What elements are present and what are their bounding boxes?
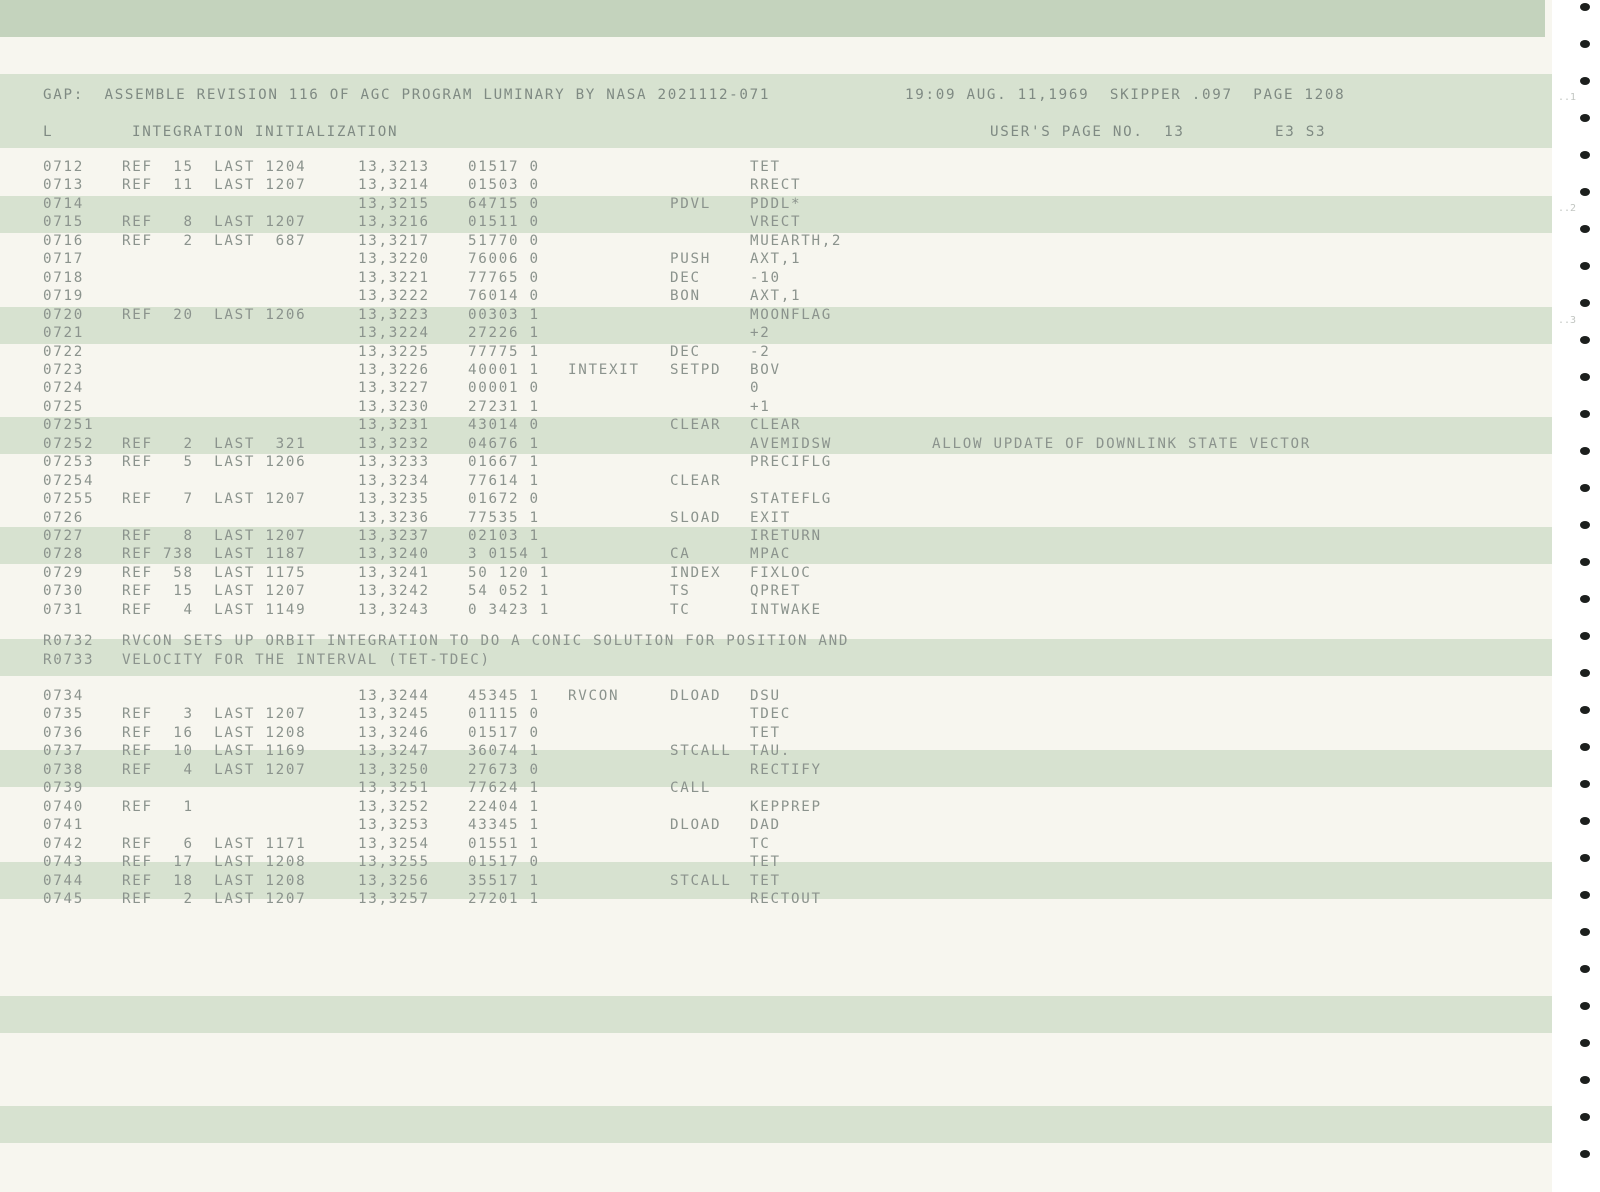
line-ref: REF 58 LAST 1175: [122, 564, 307, 581]
listing-line: [0, 195, 1552, 213]
line-seq: 0740: [43, 798, 84, 815]
listing-line: [0, 416, 1552, 434]
tractor-hole: [1580, 336, 1590, 344]
line-seq: 0741: [43, 817, 84, 834]
listing-line: [0, 453, 1552, 471]
line-seq: 0720: [43, 306, 84, 323]
line-address: 13,3223: [358, 306, 430, 323]
line-ref: REF 2 LAST 321: [122, 435, 307, 452]
line-address: 13,3236: [358, 509, 430, 526]
line-octal-word: 01517 0: [468, 854, 540, 871]
line-address: 13,3233: [358, 454, 430, 471]
tractor-hole: [1580, 780, 1590, 788]
line-seq: 0736: [43, 724, 84, 741]
listing-subheader: [0, 123, 1552, 141]
margin-mark: ..3: [1558, 315, 1577, 326]
tractor-hole: [1580, 225, 1590, 233]
line-octal-word: 01517 0: [468, 724, 540, 741]
line-address: 13,3244: [358, 688, 430, 704]
line-ref: REF 1: [122, 798, 194, 815]
line-octal-word: 45345 1: [468, 688, 540, 704]
line-seq: 0729: [43, 564, 84, 581]
listing-line: [0, 564, 1552, 582]
line-operand: +2: [750, 325, 771, 342]
line-comment: ALLOW UPDATE OF DOWNLINK STATE VECTOR: [932, 435, 1311, 452]
line-opcode: DEC: [670, 343, 701, 360]
line-seq: 07251: [43, 417, 95, 434]
line-ref: REF 8 LAST 1207: [122, 528, 307, 544]
listing-line: [0, 379, 1552, 397]
remark-text: RVCON SETS UP ORBIT INTEGRATION TO DO A CONIC SOLUTION FOR POSITION AND: [122, 633, 850, 649]
log-marker: L: [43, 124, 54, 140]
listing-line: [0, 343, 1552, 361]
line-operand: -10: [750, 269, 781, 286]
line-octal-word: 01115 0: [468, 706, 540, 723]
line-address: 13,3247: [358, 743, 430, 760]
tractor-hole: [1580, 632, 1590, 640]
line-ref: REF 738 LAST 1187: [122, 546, 307, 563]
line-address: 13,3214: [358, 177, 430, 194]
listing-line: [0, 176, 1552, 194]
line-ref: REF 15 LAST 1207: [122, 583, 307, 600]
tractor-hole: [1580, 262, 1590, 270]
line-operand: +1: [750, 398, 771, 415]
line-seq: 0744: [43, 872, 84, 889]
line-ref: REF 6 LAST 1171: [122, 835, 307, 852]
line-ref: REF 10 LAST 1169: [122, 743, 307, 760]
line-opcode: SLOAD: [670, 509, 722, 526]
tractor-hole: [1580, 373, 1590, 381]
tractor-hole: [1580, 447, 1590, 455]
sheet-code: E3 S3: [1275, 124, 1327, 140]
line-operand: TDEC: [750, 706, 791, 723]
line-operand: VRECT: [750, 214, 802, 231]
line-seq: 07252: [43, 435, 95, 452]
remark-line: [0, 651, 1552, 669]
line-seq: 0731: [43, 601, 84, 618]
tractor-feed-edge: [1552, 0, 1600, 1192]
line-address: 13,3231: [358, 417, 430, 434]
listing-line: [0, 306, 1552, 324]
line-address: 13,3246: [358, 724, 430, 741]
listing-line: [0, 435, 1552, 453]
listing-line: [0, 798, 1552, 816]
line-opcode: SETPD: [670, 361, 722, 378]
line-address: 13,3250: [358, 761, 430, 778]
line-seq: 0719: [43, 288, 84, 305]
line-octal-word: 00001 0: [468, 380, 540, 397]
listing-line: [0, 490, 1552, 508]
line-address: 13,3235: [358, 491, 430, 508]
line-octal-word: 77614 1: [468, 472, 540, 489]
line-octal-word: 50 120 1: [468, 564, 550, 581]
line-octal-word: 27226 1: [468, 325, 540, 342]
line-operand: FIXLOC: [750, 564, 812, 581]
line-seq: 0726: [43, 509, 84, 526]
line-ref: REF 4 LAST 1149: [122, 601, 307, 618]
listing-line: [0, 761, 1552, 779]
assembly-info: GAP: ASSEMBLE REVISION 116 OF AGC PROGRAM LUMINARY BY NASA 2021112-071: [43, 87, 771, 103]
line-operand: TET: [750, 872, 781, 889]
listing-line: [0, 527, 1552, 545]
line-operand: INTWAKE: [750, 601, 822, 618]
line-address: 13,3240: [358, 546, 430, 563]
line-address: 13,3224: [358, 325, 430, 342]
line-ref: REF 8 LAST 1207: [122, 214, 307, 231]
tractor-hole: [1580, 40, 1590, 48]
line-operand: BOV: [750, 361, 781, 378]
line-address: 13,3257: [358, 890, 430, 907]
line-ref: REF 2 LAST 687: [122, 232, 307, 249]
line-address: 13,3237: [358, 528, 430, 544]
tractor-hole: [1580, 410, 1590, 418]
section-title: INTEGRATION INITIALIZATION: [132, 124, 399, 140]
line-octal-word: 01503 0: [468, 177, 540, 194]
line-octal-word: 76006 0: [468, 251, 540, 268]
line-octal-word: 43345 1: [468, 817, 540, 834]
line-address: 13,3251: [358, 780, 430, 797]
line-address: 13,3221: [358, 269, 430, 286]
line-address: 13,3227: [358, 380, 430, 397]
tractor-hole: [1580, 188, 1590, 196]
line-ref: REF 5 LAST 1206: [122, 454, 307, 471]
line-seq: 0742: [43, 835, 84, 852]
line-operand: 0: [750, 380, 761, 397]
line-operand: KEPPREP: [750, 798, 822, 815]
line-operand: DSU: [750, 688, 781, 704]
remark-seq: R0732: [43, 633, 95, 649]
line-operand: CLEAR: [750, 417, 802, 434]
line-ref: REF 7 LAST 1207: [122, 491, 307, 508]
line-octal-word: 01667 1: [468, 454, 540, 471]
line-octal-word: 43014 0: [468, 417, 540, 434]
line-address: 13,3245: [358, 706, 430, 723]
line-seq: 07253: [43, 454, 95, 471]
line-octal-word: 54 052 1: [468, 583, 550, 600]
line-octal-word: 00303 1: [468, 306, 540, 323]
line-octal-word: 22404 1: [468, 798, 540, 815]
line-opcode: CLEAR: [670, 417, 722, 434]
line-address: 13,3220: [358, 251, 430, 268]
line-operand: RRECT: [750, 177, 802, 194]
line-operand: AVEMIDSW: [750, 435, 832, 452]
line-operand: DAD: [750, 817, 781, 834]
margin-mark: ..1: [1558, 92, 1577, 103]
line-opcode: TC: [670, 601, 691, 618]
line-seq: 0745: [43, 890, 84, 907]
line-seq: 0743: [43, 854, 84, 871]
line-address: 13,3241: [358, 564, 430, 581]
line-operand: IRETURN: [750, 528, 822, 544]
line-octal-word: 02103 1: [468, 528, 540, 544]
line-operand: MOONFLAG: [750, 306, 832, 323]
listing-line: [0, 835, 1552, 853]
tractor-hole: [1580, 706, 1590, 714]
line-opcode: STCALL: [670, 872, 732, 889]
tractor-hole: [1580, 558, 1590, 566]
line-operand: RECTOUT: [750, 890, 822, 907]
line-octal-word: 77624 1: [468, 780, 540, 797]
line-seq: 07255: [43, 491, 95, 508]
tractor-hole: [1580, 1113, 1590, 1121]
line-octal-word: 76014 0: [468, 288, 540, 305]
listing-line: [0, 250, 1552, 268]
line-address: 13,3232: [358, 435, 430, 452]
line-seq: 0737: [43, 743, 84, 760]
line-address: 13,3225: [358, 343, 430, 360]
line-opcode: STCALL: [670, 743, 732, 760]
line-ref: REF 20 LAST 1206: [122, 306, 307, 323]
line-label: INTEXIT: [568, 361, 640, 378]
listing-line: [0, 158, 1552, 176]
line-address: 13,3222: [358, 288, 430, 305]
line-ref: REF 15 LAST 1204: [122, 159, 307, 175]
line-octal-word: 77765 0: [468, 269, 540, 286]
line-ref: REF 16 LAST 1208: [122, 724, 307, 741]
tractor-hole: [1580, 1076, 1590, 1084]
line-seq: 0728: [43, 546, 84, 563]
line-octal-word: 0 3423 1: [468, 601, 550, 618]
listing-line: [0, 509, 1552, 527]
remark-text: VELOCITY FOR THE INTERVAL (TET-TDEC): [122, 652, 491, 668]
line-operand: TET: [750, 159, 781, 175]
tractor-hole: [1580, 928, 1590, 936]
line-octal-word: 51770 0: [468, 232, 540, 249]
line-opcode: CA: [670, 546, 691, 563]
line-ref: REF 11 LAST 1207: [122, 177, 307, 194]
line-operand: RECTIFY: [750, 761, 822, 778]
tractor-hole: [1580, 891, 1590, 899]
line-opcode: TS: [670, 583, 691, 600]
line-octal-word: 01517 0: [468, 159, 540, 175]
line-seq: 0723: [43, 361, 84, 378]
line-label: RVCON: [568, 688, 620, 704]
line-seq: 0717: [43, 251, 84, 268]
line-seq: 0727: [43, 528, 84, 544]
line-seq: 0712: [43, 159, 84, 175]
line-opcode: CALL: [670, 780, 711, 797]
line-octal-word: 01672 0: [468, 491, 540, 508]
line-address: 13,3213: [358, 159, 430, 175]
line-seq: 0715: [43, 214, 84, 231]
line-octal-word: 77535 1: [468, 509, 540, 526]
line-address: 13,3253: [358, 817, 430, 834]
tractor-hole: [1580, 299, 1590, 307]
line-ref: REF 3 LAST 1207: [122, 706, 307, 723]
remark-line: [0, 632, 1552, 650]
listing-line: [0, 361, 1552, 379]
line-octal-word: 40001 1: [468, 361, 540, 378]
line-operand: PRECIFLG: [750, 454, 832, 471]
tractor-hole: [1580, 114, 1590, 122]
tractor-hole: [1580, 151, 1590, 159]
line-seq: 0734: [43, 688, 84, 704]
line-seq: 0716: [43, 232, 84, 249]
tractor-hole: [1580, 484, 1590, 492]
listing-line: [0, 398, 1552, 416]
line-opcode: DLOAD: [670, 688, 722, 704]
line-opcode: DEC: [670, 269, 701, 286]
line-address: 13,3230: [358, 398, 430, 415]
margin-mark: ..2: [1558, 203, 1577, 214]
line-octal-word: 36074 1: [468, 743, 540, 760]
tractor-hole: [1580, 965, 1590, 973]
line-address: 13,3215: [358, 195, 430, 212]
line-seq: 0713: [43, 177, 84, 194]
line-seq: 0725: [43, 398, 84, 415]
tractor-hole: [1580, 743, 1590, 751]
tractor-hole: [1580, 669, 1590, 677]
listing-line: [0, 545, 1552, 563]
line-seq: 0721: [43, 325, 84, 342]
line-octal-word: 3 0154 1: [468, 546, 550, 563]
listing-line: [0, 816, 1552, 834]
line-seq: 0724: [43, 380, 84, 397]
line-octal-word: 01511 0: [468, 214, 540, 231]
tractor-hole: [1580, 1039, 1590, 1047]
line-seq: 0722: [43, 343, 84, 360]
line-operand: TC: [750, 835, 771, 852]
line-octal-word: 35517 1: [468, 872, 540, 889]
line-operand: QPRET: [750, 583, 802, 600]
line-octal-word: 27673 0: [468, 761, 540, 778]
line-operand: TAU.: [750, 743, 791, 760]
line-seq: 0718: [43, 269, 84, 286]
tractor-hole: [1580, 3, 1590, 11]
listing-line: [0, 287, 1552, 305]
line-address: 13,3217: [358, 232, 430, 249]
line-ref: REF 4 LAST 1207: [122, 761, 307, 778]
line-operand: -2: [750, 343, 771, 360]
line-opcode: PDVL: [670, 195, 711, 212]
line-opcode: CLEAR: [670, 472, 722, 489]
line-operand: TET: [750, 854, 781, 871]
line-operand: MPAC: [750, 546, 791, 563]
line-seq: 0738: [43, 761, 84, 778]
listing-line: [0, 853, 1552, 871]
listing-line: [0, 724, 1552, 742]
line-octal-word: 04676 1: [468, 435, 540, 452]
run-info: 19:09 AUG. 11,1969 SKIPPER .097 PAGE 1208: [905, 87, 1346, 103]
tractor-hole: [1580, 595, 1590, 603]
tractor-hole: [1580, 817, 1590, 825]
listing-line: [0, 705, 1552, 723]
tractor-hole: [1580, 1150, 1590, 1158]
line-address: 13,3242: [358, 583, 430, 600]
tractor-hole: [1580, 854, 1590, 862]
line-address: 13,3243: [358, 601, 430, 618]
line-octal-word: 77775 1: [468, 343, 540, 360]
line-octal-word: 01551 1: [468, 835, 540, 852]
line-ref: REF 18 LAST 1208: [122, 872, 307, 889]
line-operand: EXIT: [750, 509, 791, 526]
listing-line: [0, 779, 1552, 797]
line-operand: MUEARTH,2: [750, 232, 843, 249]
line-address: 13,3255: [358, 854, 430, 871]
line-operand: STATEFLG: [750, 491, 832, 508]
line-ref: REF 2 LAST 1207: [122, 890, 307, 907]
line-seq: 0730: [43, 583, 84, 600]
listing-line: [0, 232, 1552, 250]
listing-line: [0, 472, 1552, 490]
line-operand: AXT,1: [750, 251, 802, 268]
line-seq: 0735: [43, 706, 84, 723]
line-seq: 0714: [43, 195, 84, 212]
line-ref: REF 17 LAST 1208: [122, 854, 307, 871]
remark-seq: R0733: [43, 652, 95, 668]
listing-header: [0, 86, 1552, 104]
listing-line: [0, 213, 1552, 231]
line-seq: 07254: [43, 472, 95, 489]
listing-line: [0, 324, 1552, 342]
tractor-hole: [1580, 521, 1590, 529]
line-operand: AXT,1: [750, 288, 802, 305]
line-opcode: DLOAD: [670, 817, 722, 834]
listing-line: [0, 687, 1552, 705]
line-operand: PDDL*: [750, 195, 802, 212]
user-page-number: USER'S PAGE NO. 13: [990, 124, 1185, 140]
listing-line: [0, 872, 1552, 890]
listing-line: [0, 582, 1552, 600]
line-address: 13,3254: [358, 835, 430, 852]
line-address: 13,3252: [358, 798, 430, 815]
line-octal-word: 27201 1: [468, 890, 540, 907]
line-opcode: PUSH: [670, 251, 711, 268]
line-address: 13,3216: [358, 214, 430, 231]
tractor-hole: [1580, 77, 1590, 85]
listing-line: [0, 601, 1552, 619]
line-octal-word: 27231 1: [468, 398, 540, 415]
line-seq: 0739: [43, 780, 84, 797]
listing-line: [0, 742, 1552, 760]
line-opcode: BON: [670, 288, 701, 305]
line-address: 13,3234: [358, 472, 430, 489]
tractor-hole: [1580, 1002, 1590, 1010]
listing-line: [0, 890, 1552, 908]
line-opcode: INDEX: [670, 564, 722, 581]
line-operand: TET: [750, 724, 781, 741]
listing-line: [0, 269, 1552, 287]
line-octal-word: 64715 0: [468, 195, 540, 212]
line-address: 13,3226: [358, 361, 430, 378]
line-address: 13,3256: [358, 872, 430, 889]
